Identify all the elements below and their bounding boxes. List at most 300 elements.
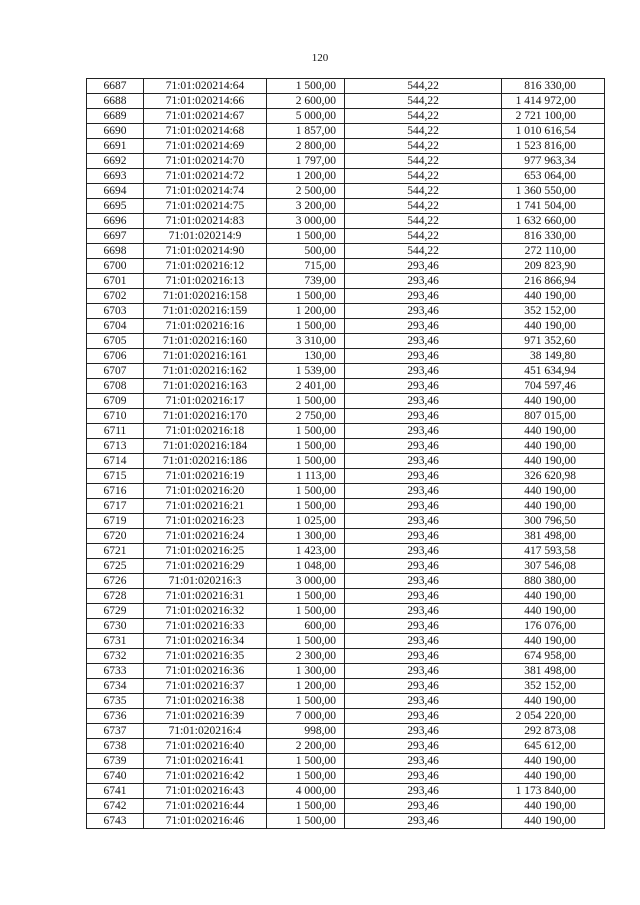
table-row xyxy=(87,124,605,139)
cadastral-number-cell: 71:01:020216:40 xyxy=(144,739,267,754)
row-number-cell: 6693 xyxy=(87,169,144,184)
table-row xyxy=(87,454,605,469)
row-number-cell: 6707 xyxy=(87,364,144,379)
row-number-cell: 6730 xyxy=(87,619,144,634)
cadastral-value-cell: 326 620,98 xyxy=(502,469,605,484)
specific-value-cell: 293,46 xyxy=(345,559,502,574)
cadastral-value-cell: 440 190,00 xyxy=(502,799,605,814)
specific-value-cell: 293,46 xyxy=(345,499,502,514)
row-number-cell: 6738 xyxy=(87,739,144,754)
row-number-cell: 6742 xyxy=(87,799,144,814)
row-number-cell: 6733 xyxy=(87,664,144,679)
cadastral-number-cell: 71:01:020216:43 xyxy=(144,784,267,799)
row-number-cell: 6709 xyxy=(87,394,144,409)
area-cell: 1 200,00 xyxy=(267,304,345,319)
area-cell: 1 300,00 xyxy=(267,664,345,679)
specific-value-cell: 293,46 xyxy=(345,799,502,814)
specific-value-cell: 293,46 xyxy=(345,694,502,709)
cadastral-value-cell: 352 152,00 xyxy=(502,679,605,694)
cadastral-value-cell: 1 360 550,00 xyxy=(502,184,605,199)
area-cell: 3 200,00 xyxy=(267,199,345,214)
specific-value-cell: 293,46 xyxy=(345,619,502,634)
cadastral-value-cell: 1 741 504,00 xyxy=(502,199,605,214)
cadastral-value-cell: 816 330,00 xyxy=(502,229,605,244)
cadastral-value-cell: 440 190,00 xyxy=(502,769,605,784)
area-cell: 4 000,00 xyxy=(267,784,345,799)
table-row xyxy=(87,649,605,664)
table-row xyxy=(87,529,605,544)
specific-value-cell: 293,46 xyxy=(345,544,502,559)
table-row xyxy=(87,229,605,244)
table-row xyxy=(87,769,605,784)
cadastral-number-cell: 71:01:020216:163 xyxy=(144,379,267,394)
cadastral-number-cell: 71:01:020216:160 xyxy=(144,334,267,349)
specific-value-cell: 293,46 xyxy=(345,484,502,499)
specific-value-cell: 293,46 xyxy=(345,769,502,784)
area-cell: 1 423,00 xyxy=(267,544,345,559)
cadastral-number-cell: 71:01:020214:83 xyxy=(144,214,267,229)
cadastral-value-cell: 2 054 220,00 xyxy=(502,709,605,724)
cadastral-number-cell: 71:01:020214:68 xyxy=(144,124,267,139)
cadastral-number-cell: 71:01:020216:186 xyxy=(144,454,267,469)
specific-value-cell: 293,46 xyxy=(345,439,502,454)
table-row xyxy=(87,379,605,394)
row-number-cell: 6716 xyxy=(87,484,144,499)
table-row xyxy=(87,544,605,559)
row-number-cell: 6704 xyxy=(87,319,144,334)
row-number-cell: 6688 xyxy=(87,94,144,109)
cadastral-number-cell: 71:01:020216:12 xyxy=(144,259,267,274)
area-cell: 2 600,00 xyxy=(267,94,345,109)
table-row xyxy=(87,784,605,799)
cadastral-value-cell: 1 173 840,00 xyxy=(502,784,605,799)
cadastral-number-cell: 71:01:020216:25 xyxy=(144,544,267,559)
cadastral-number-cell: 71:01:020214:66 xyxy=(144,94,267,109)
area-cell: 1 500,00 xyxy=(267,424,345,439)
cadastral-value-cell: 272 110,00 xyxy=(502,244,605,259)
area-cell: 500,00 xyxy=(267,244,345,259)
area-cell: 1 500,00 xyxy=(267,454,345,469)
cadastral-value-cell: 176 076,00 xyxy=(502,619,605,634)
specific-value-cell: 293,46 xyxy=(345,634,502,649)
cadastral-value-cell: 216 866,94 xyxy=(502,274,605,289)
table-row xyxy=(87,199,605,214)
table-row xyxy=(87,484,605,499)
cadastral-number-cell: 71:01:020216:29 xyxy=(144,559,267,574)
row-number-cell: 6725 xyxy=(87,559,144,574)
table-row xyxy=(87,79,605,94)
table-row xyxy=(87,184,605,199)
area-cell: 3 000,00 xyxy=(267,574,345,589)
cadastral-number-cell: 71:01:020214:90 xyxy=(144,244,267,259)
cadastral-value-cell: 440 190,00 xyxy=(502,289,605,304)
specific-value-cell: 293,46 xyxy=(345,469,502,484)
area-cell: 1 500,00 xyxy=(267,289,345,304)
specific-value-cell: 293,46 xyxy=(345,589,502,604)
cadastral-value-cell: 674 958,00 xyxy=(502,649,605,664)
specific-value-cell: 293,46 xyxy=(345,604,502,619)
specific-value-cell: 544,22 xyxy=(345,154,502,169)
cadastral-value-cell: 440 190,00 xyxy=(502,754,605,769)
area-cell: 1 500,00 xyxy=(267,439,345,454)
cadastral-number-cell: 71:01:020216:21 xyxy=(144,499,267,514)
specific-value-cell: 544,22 xyxy=(345,124,502,139)
table-row xyxy=(87,574,605,589)
area-cell: 2 500,00 xyxy=(267,184,345,199)
cadastral-number-cell: 71:01:020214:74 xyxy=(144,184,267,199)
area-cell: 1 113,00 xyxy=(267,469,345,484)
cadastral-number-cell: 71:01:020216:41 xyxy=(144,754,267,769)
area-cell: 998,00 xyxy=(267,724,345,739)
row-number-cell: 6715 xyxy=(87,469,144,484)
area-cell: 739,00 xyxy=(267,274,345,289)
row-number-cell: 6697 xyxy=(87,229,144,244)
cadastral-value-cell: 440 190,00 xyxy=(502,694,605,709)
cadastral-number-cell: 71:01:020214:9 xyxy=(144,229,267,244)
table-row xyxy=(87,814,605,829)
cadastral-number-cell: 71:01:020216:44 xyxy=(144,799,267,814)
area-cell: 2 401,00 xyxy=(267,379,345,394)
specific-value-cell: 293,46 xyxy=(345,409,502,424)
specific-value-cell: 544,22 xyxy=(345,244,502,259)
area-cell: 1 300,00 xyxy=(267,529,345,544)
cadastral-number-cell: 71:01:020216:42 xyxy=(144,769,267,784)
table-row xyxy=(87,724,605,739)
specific-value-cell: 293,46 xyxy=(345,274,502,289)
specific-value-cell: 293,46 xyxy=(345,394,502,409)
row-number-cell: 6702 xyxy=(87,289,144,304)
row-number-cell: 6714 xyxy=(87,454,144,469)
row-number-cell: 6690 xyxy=(87,124,144,139)
specific-value-cell: 293,46 xyxy=(345,529,502,544)
specific-value-cell: 544,22 xyxy=(345,169,502,184)
specific-value-cell: 293,46 xyxy=(345,304,502,319)
area-cell: 1 500,00 xyxy=(267,484,345,499)
cadastral-number-cell: 71:01:020216:32 xyxy=(144,604,267,619)
area-cell: 1 500,00 xyxy=(267,604,345,619)
row-number-cell: 6706 xyxy=(87,349,144,364)
specific-value-cell: 544,22 xyxy=(345,214,502,229)
specific-value-cell: 293,46 xyxy=(345,319,502,334)
specific-value-cell: 293,46 xyxy=(345,514,502,529)
cadastral-value-cell: 440 190,00 xyxy=(502,439,605,454)
specific-value-cell: 293,46 xyxy=(345,679,502,694)
cadastral-number-cell: 71:01:020216:24 xyxy=(144,529,267,544)
table-row xyxy=(87,619,605,634)
row-number-cell: 6739 xyxy=(87,754,144,769)
cadastral-number-cell: 71:01:020216:33 xyxy=(144,619,267,634)
table-row xyxy=(87,334,605,349)
specific-value-cell: 293,46 xyxy=(345,754,502,769)
cadastral-value-cell: 704 597,46 xyxy=(502,379,605,394)
table-row xyxy=(87,169,605,184)
area-cell: 1 200,00 xyxy=(267,169,345,184)
specific-value-cell: 293,46 xyxy=(345,259,502,274)
cadastral-number-cell: 71:01:020216:158 xyxy=(144,289,267,304)
cadastral-value-cell: 440 190,00 xyxy=(502,604,605,619)
cadastral-value-cell: 1 632 660,00 xyxy=(502,214,605,229)
specific-value-cell: 293,46 xyxy=(345,349,502,364)
table-row xyxy=(87,364,605,379)
cadastral-value-cell: 417 593,58 xyxy=(502,544,605,559)
row-number-cell: 6729 xyxy=(87,604,144,619)
area-cell: 1 025,00 xyxy=(267,514,345,529)
area-cell: 2 750,00 xyxy=(267,409,345,424)
cadastral-number-cell: 71:01:020214:70 xyxy=(144,154,267,169)
row-number-cell: 6717 xyxy=(87,499,144,514)
row-number-cell: 6705 xyxy=(87,334,144,349)
row-number-cell: 6711 xyxy=(87,424,144,439)
cadastral-value-cell: 440 190,00 xyxy=(502,454,605,469)
cadastral-number-cell: 71:01:020214:64 xyxy=(144,79,267,94)
specific-value-cell: 293,46 xyxy=(345,289,502,304)
row-number-cell: 6734 xyxy=(87,679,144,694)
cadastral-value-cell: 292 873,08 xyxy=(502,724,605,739)
cadastral-number-cell: 71:01:020216:36 xyxy=(144,664,267,679)
specific-value-cell: 544,22 xyxy=(345,109,502,124)
cadastral-value-cell: 2 721 100,00 xyxy=(502,109,605,124)
cadastral-number-cell: 71:01:020216:19 xyxy=(144,469,267,484)
row-number-cell: 6737 xyxy=(87,724,144,739)
specific-value-cell: 293,46 xyxy=(345,454,502,469)
cadastral-number-cell: 71:01:020216:23 xyxy=(144,514,267,529)
table-row xyxy=(87,469,605,484)
table-row xyxy=(87,709,605,724)
row-number-cell: 6741 xyxy=(87,784,144,799)
cadastral-value-cell: 971 352,60 xyxy=(502,334,605,349)
row-number-cell: 6728 xyxy=(87,589,144,604)
table-row xyxy=(87,349,605,364)
table-row xyxy=(87,754,605,769)
area-cell: 1 500,00 xyxy=(267,589,345,604)
table-row xyxy=(87,634,605,649)
cadastral-number-cell: 71:01:020216:4 xyxy=(144,724,267,739)
cadastral-value-cell: 1 010 616,54 xyxy=(502,124,605,139)
cadastral-value-cell: 209 823,90 xyxy=(502,259,605,274)
area-cell: 1 500,00 xyxy=(267,694,345,709)
area-cell: 3 310,00 xyxy=(267,334,345,349)
specific-value-cell: 293,46 xyxy=(345,364,502,379)
row-number-cell: 6721 xyxy=(87,544,144,559)
specific-value-cell: 544,22 xyxy=(345,184,502,199)
area-cell: 1 857,00 xyxy=(267,124,345,139)
cadastral-value-cell: 1 523 816,00 xyxy=(502,139,605,154)
cadastral-value-cell: 440 190,00 xyxy=(502,394,605,409)
row-number-cell: 6694 xyxy=(87,184,144,199)
cadastral-number-cell: 71:01:020214:75 xyxy=(144,199,267,214)
area-cell: 1 500,00 xyxy=(267,394,345,409)
cadastral-number-cell: 71:01:020216:34 xyxy=(144,634,267,649)
cadastral-value-cell: 352 152,00 xyxy=(502,304,605,319)
cadastral-number-cell: 71:01:020216:38 xyxy=(144,694,267,709)
cadastral-number-cell: 71:01:020216:159 xyxy=(144,304,267,319)
cadastral-number-cell: 71:01:020216:46 xyxy=(144,814,267,829)
table-row xyxy=(87,514,605,529)
row-number-cell: 6736 xyxy=(87,709,144,724)
cadastral-number-cell: 71:01:020216:162 xyxy=(144,364,267,379)
cadastral-number-cell: 71:01:020216:16 xyxy=(144,319,267,334)
table-row xyxy=(87,94,605,109)
table-body xyxy=(87,79,605,829)
table-row xyxy=(87,244,605,259)
area-cell: 1 500,00 xyxy=(267,634,345,649)
area-cell: 1 539,00 xyxy=(267,364,345,379)
row-number-cell: 6701 xyxy=(87,274,144,289)
cadastral-number-cell: 71:01:020216:35 xyxy=(144,649,267,664)
cadastral-value-cell: 1 414 972,00 xyxy=(502,94,605,109)
table-row xyxy=(87,409,605,424)
row-number-cell: 6726 xyxy=(87,574,144,589)
row-number-cell: 6691 xyxy=(87,139,144,154)
cadastral-number-cell: 71:01:020216:39 xyxy=(144,709,267,724)
table-row xyxy=(87,589,605,604)
table-row xyxy=(87,439,605,454)
row-number-cell: 6703 xyxy=(87,304,144,319)
cadastral-number-cell: 71:01:020216:161 xyxy=(144,349,267,364)
cadastral-number-cell: 71:01:020216:20 xyxy=(144,484,267,499)
table-row xyxy=(87,799,605,814)
cadastral-number-cell: 71:01:020216:184 xyxy=(144,439,267,454)
table-row xyxy=(87,499,605,514)
area-cell: 1 797,00 xyxy=(267,154,345,169)
table-row xyxy=(87,679,605,694)
row-number-cell: 6696 xyxy=(87,214,144,229)
table-row xyxy=(87,109,605,124)
cadastral-value-cell: 440 190,00 xyxy=(502,484,605,499)
area-cell: 600,00 xyxy=(267,619,345,634)
cadastral-value-cell: 38 149,80 xyxy=(502,349,605,364)
specific-value-cell: 293,46 xyxy=(345,784,502,799)
row-number-cell: 6708 xyxy=(87,379,144,394)
area-cell: 1 500,00 xyxy=(267,799,345,814)
cadastral-value-cell: 307 546,08 xyxy=(502,559,605,574)
cadastral-value-cell: 880 380,00 xyxy=(502,574,605,589)
row-number-cell: 6710 xyxy=(87,409,144,424)
table-row xyxy=(87,694,605,709)
table-row xyxy=(87,424,605,439)
cadastral-value-cell: 440 190,00 xyxy=(502,814,605,829)
cadastral-value-cell: 977 963,34 xyxy=(502,154,605,169)
table-row xyxy=(87,739,605,754)
cadastral-number-cell: 71:01:020214:72 xyxy=(144,169,267,184)
row-number-cell: 6743 xyxy=(87,814,144,829)
table-row xyxy=(87,304,605,319)
area-cell: 3 000,00 xyxy=(267,214,345,229)
cadastral-number-cell: 71:01:020214:67 xyxy=(144,109,267,124)
specific-value-cell: 293,46 xyxy=(345,649,502,664)
row-number-cell: 6740 xyxy=(87,769,144,784)
table-row xyxy=(87,154,605,169)
area-cell: 5 000,00 xyxy=(267,109,345,124)
cadastral-value-cell: 440 190,00 xyxy=(502,634,605,649)
area-cell: 1 500,00 xyxy=(267,79,345,94)
area-cell: 1 500,00 xyxy=(267,814,345,829)
cadastral-value-cell: 451 634,94 xyxy=(502,364,605,379)
cadastral-number-cell: 71:01:020216:18 xyxy=(144,424,267,439)
cadastral-value-cell: 440 190,00 xyxy=(502,424,605,439)
specific-value-cell: 293,46 xyxy=(345,379,502,394)
cadastral-number-cell: 71:01:020216:17 xyxy=(144,394,267,409)
area-cell: 1 500,00 xyxy=(267,229,345,244)
specific-value-cell: 544,22 xyxy=(345,94,502,109)
cadastral-value-cell: 653 064,00 xyxy=(502,169,605,184)
cadastral-number-cell: 71:01:020216:31 xyxy=(144,589,267,604)
specific-value-cell: 544,22 xyxy=(345,229,502,244)
specific-value-cell: 293,46 xyxy=(345,739,502,754)
cadastral-value-cell: 381 498,00 xyxy=(502,529,605,544)
cadastral-number-cell: 71:01:020216:37 xyxy=(144,679,267,694)
cadastral-value-cell: 300 796,50 xyxy=(502,514,605,529)
area-cell: 2 200,00 xyxy=(267,739,345,754)
specific-value-cell: 544,22 xyxy=(345,79,502,94)
table-row xyxy=(87,214,605,229)
area-cell: 2 300,00 xyxy=(267,649,345,664)
area-cell: 130,00 xyxy=(267,349,345,364)
specific-value-cell: 544,22 xyxy=(345,139,502,154)
specific-value-cell: 293,46 xyxy=(345,574,502,589)
specific-value-cell: 293,46 xyxy=(345,814,502,829)
area-cell: 1 048,00 xyxy=(267,559,345,574)
row-number-cell: 6720 xyxy=(87,529,144,544)
specific-value-cell: 293,46 xyxy=(345,664,502,679)
table-row xyxy=(87,289,605,304)
cadastral-value-table xyxy=(86,78,605,829)
area-cell: 1 500,00 xyxy=(267,319,345,334)
cadastral-value-cell: 807 015,00 xyxy=(502,409,605,424)
area-cell: 1 500,00 xyxy=(267,754,345,769)
row-number-cell: 6732 xyxy=(87,649,144,664)
row-number-cell: 6692 xyxy=(87,154,144,169)
cadastral-value-cell: 440 190,00 xyxy=(502,589,605,604)
row-number-cell: 6698 xyxy=(87,244,144,259)
row-number-cell: 6731 xyxy=(87,634,144,649)
page-number: 120 xyxy=(311,52,329,64)
cadastral-number-cell: 71:01:020216:3 xyxy=(144,574,267,589)
specific-value-cell: 293,46 xyxy=(345,424,502,439)
cadastral-value-cell: 440 190,00 xyxy=(502,319,605,334)
cadastral-number-cell: 71:01:020216:13 xyxy=(144,274,267,289)
specific-value-cell: 293,46 xyxy=(345,724,502,739)
area-cell: 715,00 xyxy=(267,259,345,274)
row-number-cell: 6735 xyxy=(87,694,144,709)
cadastral-value-cell: 816 330,00 xyxy=(502,79,605,94)
area-cell: 7 000,00 xyxy=(267,709,345,724)
area-cell: 1 500,00 xyxy=(267,769,345,784)
row-number-cell: 6719 xyxy=(87,514,144,529)
cadastral-number-cell: 71:01:020216:170 xyxy=(144,409,267,424)
cadastral-value-cell: 381 498,00 xyxy=(502,664,605,679)
table-row xyxy=(87,604,605,619)
table-row xyxy=(87,394,605,409)
table-row xyxy=(87,559,605,574)
cadastral-number-cell: 71:01:020214:69 xyxy=(144,139,267,154)
cadastral-value-cell: 645 612,00 xyxy=(502,739,605,754)
row-number-cell: 6700 xyxy=(87,259,144,274)
cadastral-value-cell: 440 190,00 xyxy=(502,499,605,514)
table-row xyxy=(87,139,605,154)
specific-value-cell: 293,46 xyxy=(345,709,502,724)
row-number-cell: 6687 xyxy=(87,79,144,94)
row-number-cell: 6695 xyxy=(87,199,144,214)
specific-value-cell: 293,46 xyxy=(345,334,502,349)
area-cell: 1 200,00 xyxy=(267,679,345,694)
row-number-cell: 6713 xyxy=(87,439,144,454)
table-row xyxy=(87,664,605,679)
table-row xyxy=(87,274,605,289)
specific-value-cell: 544,22 xyxy=(345,199,502,214)
table-row xyxy=(87,259,605,274)
area-cell: 1 500,00 xyxy=(267,499,345,514)
